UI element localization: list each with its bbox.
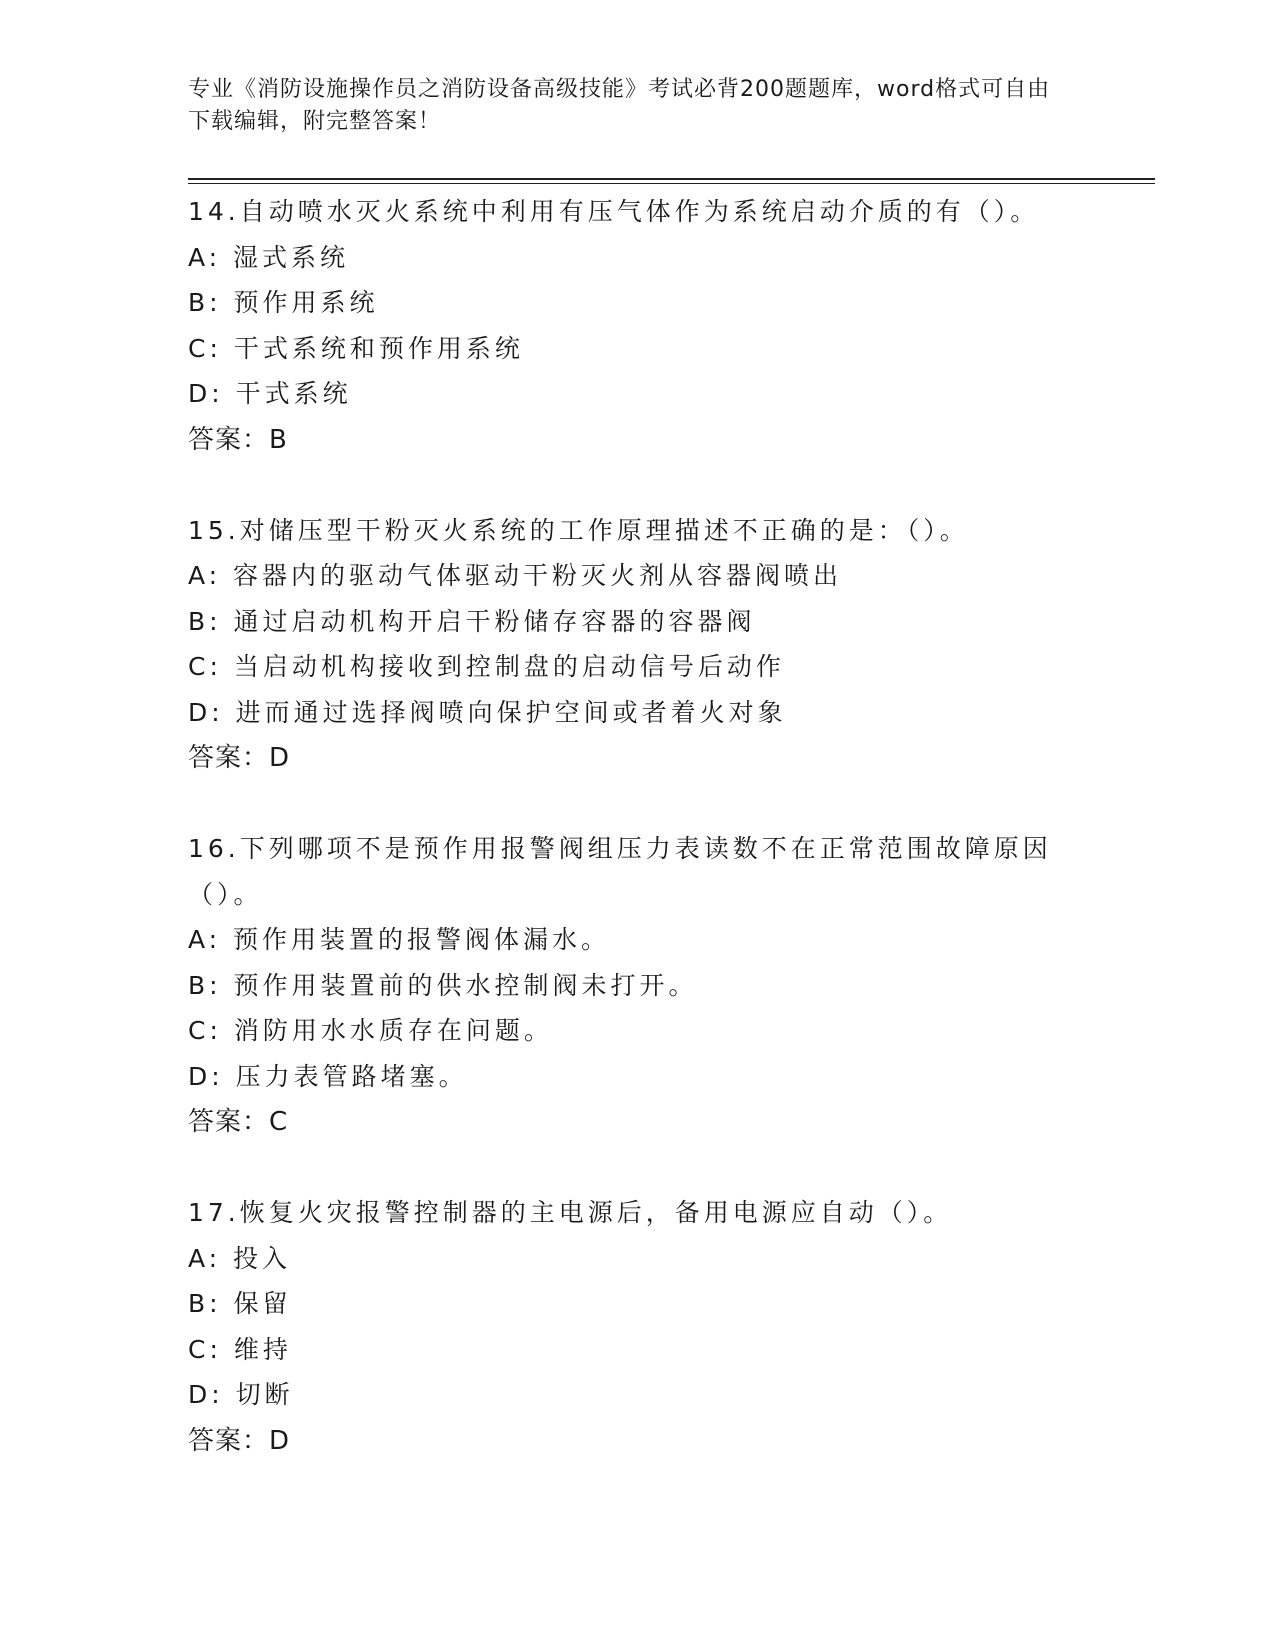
- option-a: A: 容器内的驱动气体驱动干粉灭火剂从容器阀喷出: [188, 561, 843, 590]
- option-d: D: 切断: [188, 1380, 294, 1409]
- option-b: B: 预作用装置前的供水控制阀未打开。: [188, 970, 698, 1000]
- question-15: [188, 508, 1088, 782]
- option-b: B: 通过启动机构开启干粉储存容器的容器阀: [188, 606, 756, 636]
- answer-label: 答案：C: [188, 1107, 289, 1137]
- answer-label: 答案：D: [188, 743, 291, 773]
- header-divider-thin: [188, 183, 1155, 184]
- question-17: [188, 1190, 1088, 1464]
- answer-label: 答案：D: [188, 1425, 291, 1456]
- option-a: A: 预作用装置的报警阀体漏水。: [188, 925, 611, 954]
- option-c: C: 当启动机构接收到控制盘的启动信号后动作: [188, 652, 785, 681]
- option-d: D: 进而通过选择阀喷向保护空间或者着火对象: [188, 697, 787, 727]
- answer-label: 答案：B: [188, 424, 288, 455]
- question-stem: 16.下列哪项不是预作用报警阀组压力表读数不在正常范围故障原因（）。: [188, 834, 1052, 909]
- option-b: B: 预作用系统: [188, 288, 379, 317]
- option-c: C: 干式系统和预作用系统: [188, 333, 524, 363]
- question-stem: 15.对储压型干粉灭火系统的工作原理描述不正确的是：（）。: [188, 515, 969, 545]
- question-stem: 17.恢复火灾报警控制器的主电源后，备用电源应自动（）。: [188, 1198, 953, 1227]
- option-c: C: 消防用水水质存在问题。: [188, 1016, 553, 1045]
- option-d: D: 干式系统: [188, 379, 352, 408]
- option-a: A: 投入: [188, 1243, 292, 1273]
- option-a: A: 湿式系统: [188, 242, 350, 272]
- option-b: B: 保留: [188, 1289, 292, 1318]
- question-14: [188, 189, 1088, 463]
- header-divider-thick: [188, 178, 1155, 180]
- document-header: 专业《消防设施操作员之消防设备高级技能》考试必背200题题库，word格式可自由下载编辑，附完整答案！: [188, 77, 1051, 134]
- question-16: [188, 826, 1088, 1145]
- option-d: D: 压力表管路堵塞。: [188, 1061, 468, 1091]
- option-c: C: 维持: [188, 1334, 292, 1364]
- question-stem: 14.自动喷水灭火系统中利用有压气体作为系统启动介质的有（）。: [188, 197, 1040, 226]
- question-list: [188, 189, 1088, 1509]
